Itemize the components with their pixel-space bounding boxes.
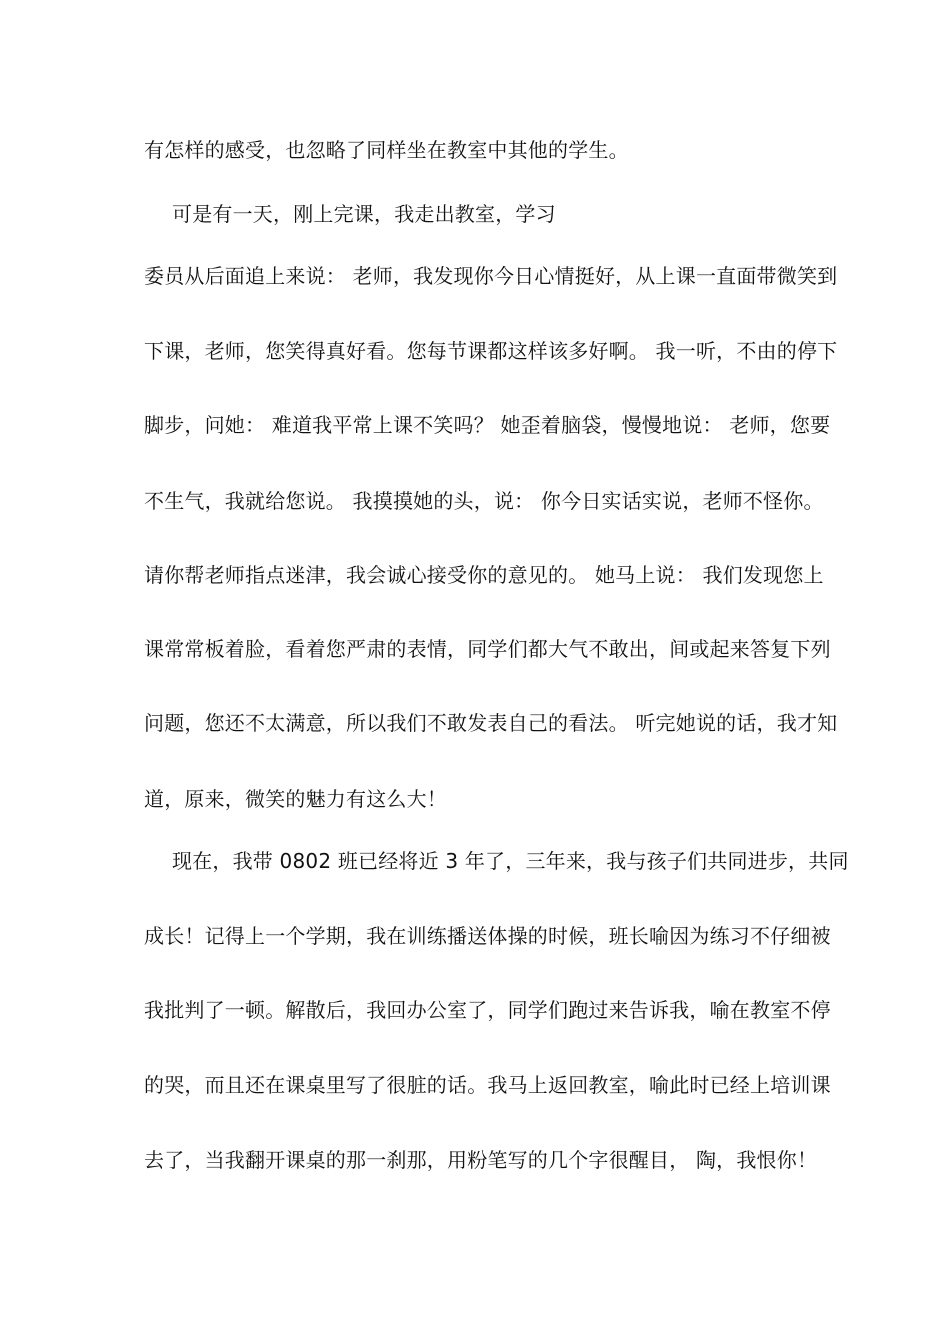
- text-line: 现在，我带 0802 班已经将近 3 年了，三年来，我与孩子们共同进步，共同: [172, 849, 849, 873]
- text-line: 去了，当我翻开课桌的那一刹那，用粉笔写的几个字很醒目， 陶，我恨你！: [144, 1148, 818, 1172]
- text-line: 不生气，我就给您说。 我摸摸她的头，说： 你今日实话实说，老师不怪你。: [144, 489, 824, 513]
- text-line: 请你帮老师指点迷津，我会诚心接受你的意见的。 她马上说： 我们发现您上: [144, 563, 824, 587]
- text-line: 我批判了一顿。解散后，我回办公室了，同学们跑过来告诉我，喻在教室不停: [144, 998, 831, 1022]
- text-line: 的哭，而且还在课桌里写了很脏的话。我马上返回教室，喻此时已经上培训课: [144, 1073, 831, 1097]
- text-line: 下课，老师，您笑得真好看。您每节课都这样该多好啊。 我一听，不由的停下: [144, 339, 838, 363]
- text-line: 脚步，问她： 难道我平常上课不笑吗？ 她歪着脑袋，慢慢地说： 老师，您要: [144, 413, 831, 437]
- text-line: 有怎样的感受，也忽略了同样坐在教室中其他的学生。: [144, 138, 629, 162]
- text-line: 道，原来，微笑的魅力有这么大！: [144, 787, 447, 811]
- text-line: 可是有一天，刚上完课，我走出教室，学习: [172, 202, 556, 226]
- text-line: 问题，您还不太满意，所以我们不敢发表自己的看法。 听完她说的话，我才知: [144, 711, 838, 735]
- text-line: 委员从后面追上来说： 老师，我发现你今日心情挺好，从上课一直面带微笑到: [144, 264, 838, 288]
- text-line: 成长！记得上一个学期，我在训练播送体操的时候，班长喻因为练习不仔细被: [144, 924, 831, 948]
- text-line: 课常常板着脸，看着您严肃的表情，同学们都大气不敢出，间或起来答复下列: [144, 637, 831, 661]
